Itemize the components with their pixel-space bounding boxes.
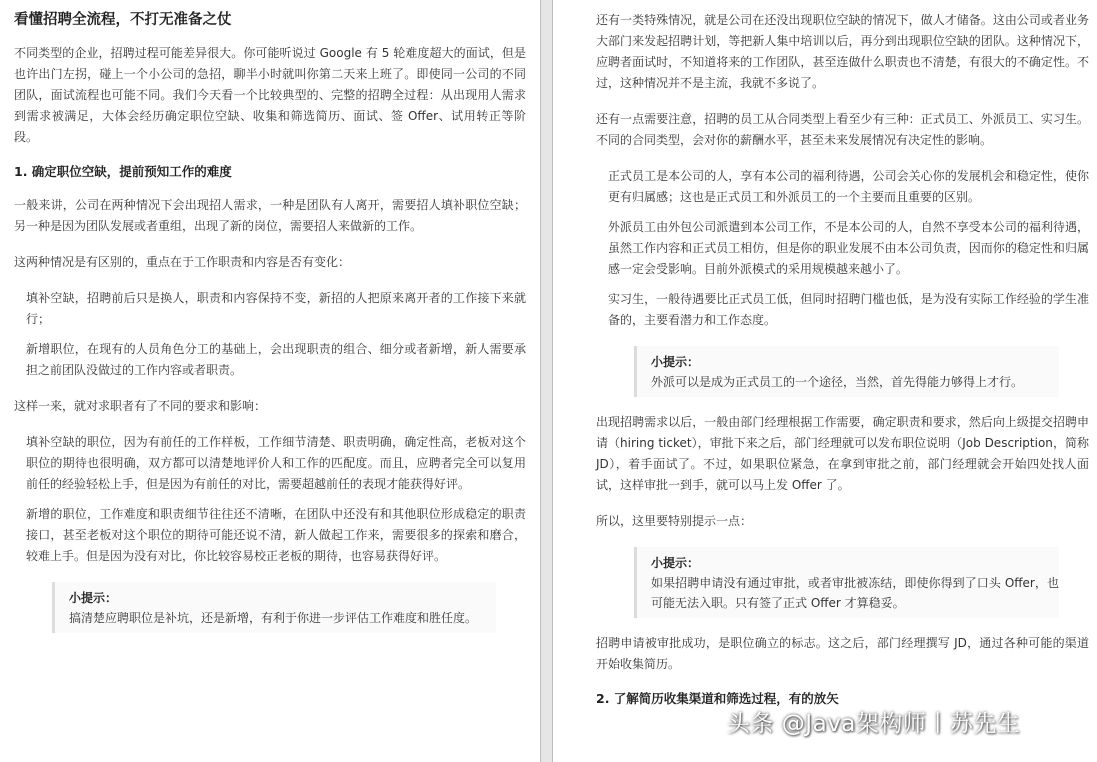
paragraph: 还有一点需要注意，招聘的员工从合同类型上看至少有三种：正式员工、外派员工、实习生。不同的合同类型，会对你的薪酬水平，甚至未来发展情况有决定性的影响。	[596, 112, 1089, 147]
list-item: 实习生，一般待遇要比正式员工低，但同时招聘门槛也低，是为没有实际工作经验的学生准备的，主要看潜力和工作态度。	[608, 292, 1089, 327]
list-item: 正式员工是本公司的人，享有本公司的福利待遇，公司会关心你的发展机会和稳定性，使你更有归属感；这也是正式员工和外派员工的一个主要而且重要的区别。	[608, 169, 1089, 204]
list-item: 新增职位，在现有的人员角色分工的基础上，会出现职责的组合、细分或者新增，新人需要承担之前团队没做过的工作内容或者职责。	[26, 342, 526, 377]
tip-text: 如果招聘申请没有通过审批，或者审批被冻结，即使你得到了口头 Offer，也可能无法入职。只有签了正式 Offer 才算稳妥。	[651, 576, 1059, 610]
list-item: 新增的职位，工作难度和职责细节往往还不清晰，在团队中还没有和其他职位形成稳定的职责接口，甚至老板对这个职位的期待可能还说不清，新人做起工作来，需要很多的探索和磨合，较难上手。但是因为没有对比，你比较容易校正老板的期待，也容易获得好评。	[26, 507, 526, 563]
section-2-heading: 2. 了解简历收集渠道和筛选过程，有的放矢	[596, 691, 839, 706]
tip-label: 小提示：	[651, 556, 700, 570]
paragraph: 出现招聘需求以后，一般由部门经理根据工作需要，确定职责和要求，然后向上级提交招聘申请（hiring ticket），审批下来之后，部门经理就可以发布职位说明（Job Description，简称 JD），着手面试了。不过，如果职位紧急，在拿到审批之前，部门经理就会开始四处找人面试，这样审批一到手，就可以马上发 Offer 了。	[596, 415, 1089, 492]
list-item: 填补空缺的职位，因为有前任的工作样板，工作细节清楚、职责明确，确定性高，老板对这个职位的期待也很明确，双方都可以清楚地评价人和工作的匹配度。而且，应聘者完全可以复用前任的经验轻松上手，但是因为有前任的对比，需要超越前任的表现才能获得好评。	[26, 435, 526, 491]
indented-list	[14, 432, 526, 567]
tip-label: 小提示：	[69, 591, 118, 605]
right-page	[553, 0, 1097, 762]
page-gutter	[540, 0, 553, 762]
left-page	[0, 0, 540, 762]
watermark-text: 头条 @Java架构师丨苏先生	[727, 711, 1021, 737]
section-1-heading: 1. 确定职位空缺，提前预知工作的难度	[14, 164, 232, 179]
paragraph: 一般来讲，公司在两种情况下会出现招人需求，一种是团队有人离开，需要招人填补职位空缺；另一种是因为团队发展或者重组，出现了新的岗位，需要招人来做新的工作。	[14, 198, 526, 233]
tip-box	[52, 582, 496, 633]
tip-text: 搞清楚应聘职位是补坑，还是新增，有利于你进一步评估工作难度和胜任度。	[69, 611, 478, 625]
paragraph: 所以，这里要特别提示一点：	[596, 514, 753, 528]
tip-text: 外派可以是成为正式员工的一个途径，当然，首先得能力够得上才行。	[651, 375, 1024, 389]
intro-paragraph: 不同类型的企业，招聘过程可能差异很大。你可能听说过 Google 有 5 轮难度超大的面试，但是也许出门左拐，碰上一个小公司的急招，聊半小时就叫你第二天来上班了。即使同一公司的不同团队，面试流程也可能不同。我们今天看一个比较典型的、完整的招聘全过程：从出现用人需求到需求被满足，大体会经历确定职位空缺、收集和筛选简历、面试、签 Offer、试用转正等阶段。	[14, 46, 526, 144]
tip-box	[634, 547, 1059, 618]
tip-box	[634, 346, 1059, 397]
indented-list	[14, 288, 526, 381]
paragraph: 还有一类特殊情况，就是公司在还没出现职位空缺的情况下，做人才储备。这由公司或者业务大部门来发起招聘计划，等把新人集中培训以后，再分到出现职位空缺的团队。这种情况下，应聘者面试时，不知道将来的工作团队，甚至连做什么职责也不清楚，有很大的不确定性。不过，这种情况并不是主流，我就不多说了。	[596, 13, 1089, 90]
paragraph: 这样一来，就对求职者有了不同的要求和影响：	[14, 399, 267, 413]
document-title: 看懂招聘全流程，不打无准备之仗	[14, 12, 232, 28]
paragraph: 招聘申请被审批成功，是职位确立的标志。这之后，部门经理撰写 JD，通过各种可能的渠道开始收集简历。	[596, 636, 1089, 671]
list-item: 填补空缺，招聘前后只是换人，职责和内容保持不变，新招的人把原来离开者的工作接下来就行；	[26, 291, 526, 326]
list-item: 外派员工由外包公司派遣到本公司工作，不是本公司的人，自然不享受本公司的福利待遇，虽然工作内容和正式员工相仿，但是你的职业发展不由本公司负责，因而你的稳定性和归属感一定会受影响。目前外派模式的采用规模越来越小了。	[608, 220, 1089, 276]
tip-label: 小提示：	[651, 355, 700, 369]
paragraph: 这两种情况是有区别的，重点在于工作职责和内容是否有变化：	[14, 255, 351, 269]
indented-list	[596, 166, 1089, 331]
